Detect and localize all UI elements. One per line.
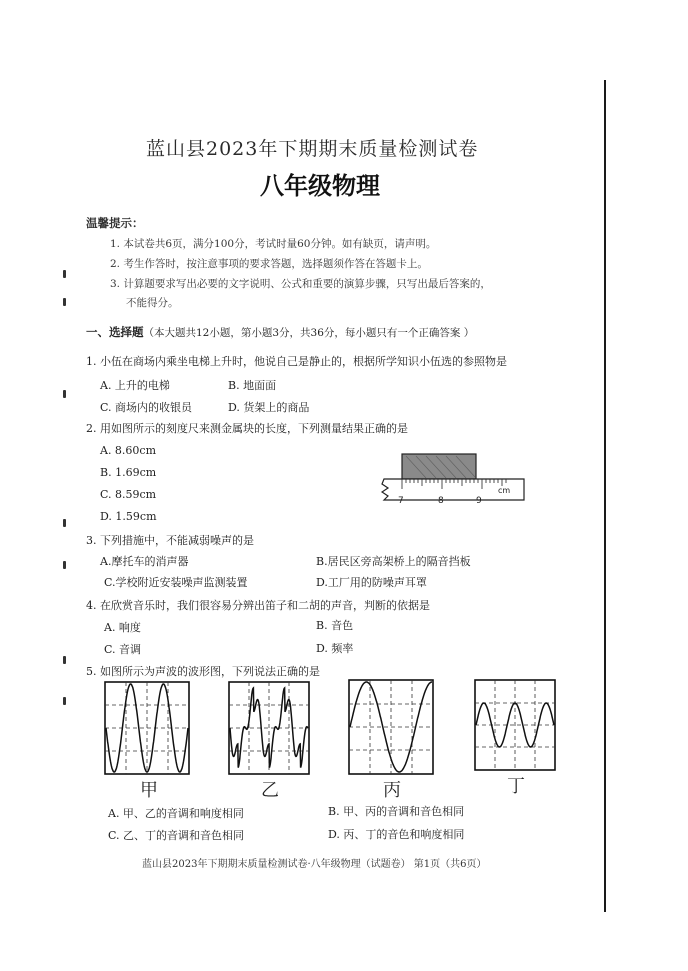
option: B. 甲、丙的音调和音色相同: [328, 805, 465, 818]
margin-mark: [63, 270, 66, 278]
page-edge-line: [604, 80, 606, 912]
option: D. 货架上的商品: [228, 401, 310, 414]
question-stem: 3. 下列措施中，不能减弱噪声的是: [86, 534, 254, 547]
waveform-ding: [474, 679, 556, 771]
margin-mark: [63, 298, 66, 306]
option: B.居民区旁高架桥上的隔音挡板: [316, 555, 471, 568]
ruler-unit: cm: [498, 486, 511, 495]
margin-mark: [63, 519, 66, 527]
option: B. 地面面: [228, 379, 277, 392]
ruler-label: 8: [438, 496, 444, 506]
notice-heading: 温馨提示：: [86, 216, 144, 230]
margin-mark: [63, 390, 66, 398]
notice-item: 3. 计算题要求写出必要的文字说明、公式和重要的演算步骤，只写出最后答案的，: [110, 278, 491, 290]
section-desc: （本大题共12小题，第小题3分，共36分，每小题只有一个正确答案 ）: [143, 327, 475, 339]
notice-item: 不能得分。: [126, 297, 179, 309]
option: D. 丙、丁的音色和响度相同: [328, 828, 465, 841]
margin-mark: [63, 561, 66, 569]
waveform-label: 丙: [383, 780, 401, 801]
section-label: 一、选择题: [86, 325, 144, 339]
option: A. 响度: [104, 621, 141, 634]
option: A. 上升的电梯: [100, 379, 170, 392]
option: D. 频率: [316, 642, 354, 655]
notice-item: 2. 考生作答时，按注意事项的要求答题，选择题须作答在答题卡上。: [110, 258, 428, 270]
question-stem: 2. 用如图所示的刻度尺来测金属块的长度，下列测量结果正确的是: [86, 422, 408, 435]
waveform-bing: [348, 679, 434, 775]
ruler-figure: [378, 452, 528, 510]
question-stem: 4. 在欣赏音乐时，我们很容易分辨出笛子和二胡的声音，判断的依据是: [86, 599, 430, 612]
page-footer: 蓝山县2023年下期期末质量检测试卷·八年级物理（试题卷） 第1页（共6页）: [142, 859, 487, 870]
waveform-label: 甲: [140, 780, 158, 801]
option: D. 1.59cm: [100, 510, 157, 523]
ruler-label: 7: [398, 496, 404, 506]
exam-subject: 八年级物理: [260, 172, 380, 200]
option: D.工厂用的防噪声耳罩: [316, 576, 427, 589]
option: A.摩托车的消声器: [100, 555, 189, 568]
question-stem: 1. 小伍在商场内乘坐电梯上升时，他说自己是静止的，根据所学知识小伍选的参照物是: [86, 355, 507, 368]
waveform-jia: [104, 681, 190, 775]
notice-item: 1. 本试卷共6页，满分100分，考试时量60分钟。如有缺页，请声明。: [110, 238, 437, 250]
option: A. 甲、乙的音调和响度相同: [108, 807, 244, 820]
waveform-label: 丁: [507, 776, 525, 797]
option: B. 1.69cm: [100, 466, 157, 479]
option: C. 乙、丁的音调和音色相同: [108, 829, 245, 842]
option: B. 音色: [316, 619, 354, 632]
metal-block: [402, 454, 476, 479]
option: C. 商场内的收银员: [100, 401, 193, 414]
option: C. 音调: [104, 643, 142, 656]
option: A. 8.60cm: [100, 444, 157, 457]
option: C. 8.59cm: [100, 488, 157, 501]
waveform-yi: [228, 681, 310, 775]
section-heading: [86, 324, 474, 340]
exam-title: 蓝山县2023年下期期末质量检测试卷: [146, 138, 479, 160]
option: C.学校附近安装噪声监测装置: [104, 576, 248, 589]
question-stem: 5. 如图所示为声波的波形图，下列说法正确的是: [86, 665, 320, 678]
waveform-label: 乙: [261, 780, 279, 801]
margin-mark: [63, 656, 66, 664]
margin-mark: [63, 697, 66, 705]
ruler-label: 9: [476, 496, 482, 506]
